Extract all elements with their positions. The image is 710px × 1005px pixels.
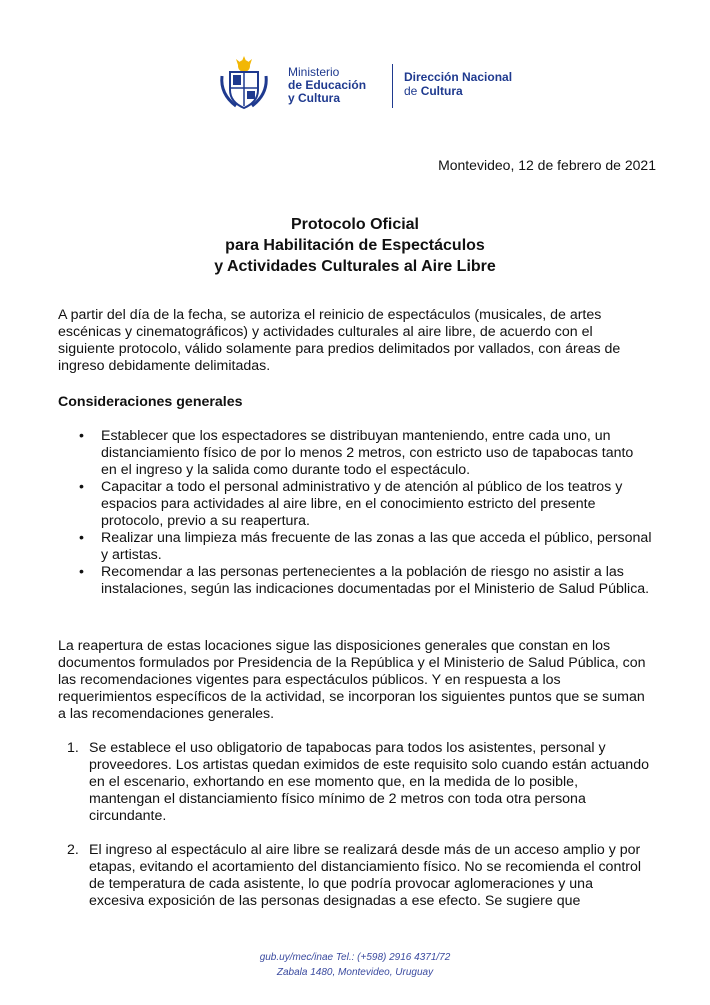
document-date: Montevideo, 12 de febrero de 2021 bbox=[438, 157, 656, 173]
dnc-line-2-prefix: de bbox=[404, 84, 421, 98]
dnc-line-1: Dirección Nacional bbox=[404, 70, 513, 84]
page-footer bbox=[0, 950, 710, 980]
title-line-2: para Habilitación de Espectáculos bbox=[225, 237, 485, 254]
reopening-paragraph: La reapertura de estas locaciones sigue las disposiciones generales que constan en los documentos formulados por Presidencia de la República y el Ministerio de Salud Pública, con las recomendaciones vigentes para espectáculos públicos. Y en respuesta a los requerimientos específicos de la actividad, se incorporan los siguientes puntos que se suman a las recomendaciones generales. bbox=[58, 638, 646, 722]
intro-paragraph: A partir del día de la fecha, se autoriza el reinicio de espectáculos (musicales, de artes escénicas y cinematográficos) y actividades culturales al aire libre, de acuerdo con el siguiente protocolo, válido solamente para predios delimitados por vallados, con áreas de ingreso debidamente delimitadas. bbox=[58, 307, 621, 374]
section-title: Consideraciones generales bbox=[58, 394, 243, 410]
item-number: 1. bbox=[67, 740, 79, 756]
ministry-line-1: Ministerio bbox=[288, 65, 340, 79]
numbered-point-2 bbox=[58, 842, 652, 910]
letterhead bbox=[216, 52, 536, 116]
uruguay-coat-of-arms-icon bbox=[216, 56, 272, 112]
list-item: • Recomendar a las personas pertenecientes a la población de riesgo no asistir a las instalaciones, según las indicaciones documentadas por el Ministerio de Salud Pública. bbox=[58, 564, 652, 598]
document-title bbox=[0, 214, 710, 277]
title-line-3: y Actividades Culturales al Aire Libre bbox=[214, 258, 496, 275]
item-text: Se establece el uso obligatorio de tapabocas para todos los asistentes, personal y proveedores. Los artistas quedan eximidos de este requisito solo cuando están actuando en el escenario, exhortando en ese momento que, en la medida de lo posible, mantengan el distanciamiento físico mínimo de 2 metros con toda otra persona circundante. bbox=[89, 740, 649, 824]
item-number: 2. bbox=[67, 842, 79, 858]
header-divider bbox=[392, 64, 393, 108]
ministry-line-3: y Cultura bbox=[288, 91, 341, 105]
list-item bbox=[58, 740, 652, 825]
title-line-1: Protocolo Oficial bbox=[290, 216, 419, 233]
list-item: • Realizar una limpieza más frecuente de las zonas a las que acceda el público, personal y artistas. bbox=[58, 530, 652, 564]
direction-name bbox=[404, 70, 512, 98]
list-item: • Capacitar a todo el personal administrativo y de atención al público de los teatros y espacios para actividades al aire libre, en el conocimiento estricto del presente protocolo, previo a su reapertura. bbox=[58, 479, 652, 530]
ministry-line-2: de Educación bbox=[288, 78, 367, 92]
item-text: El ingreso al espectáculo al aire libre se realizará desde más de un acceso amplio y por etapas, evitando el acortamiento del distanciamiento físico. No se recomienda el control de temperatura de cada asistente, lo que podría provocar aglomeraciones y una excesiva exposición de las personas designadas a ese efecto. Se sugiere que bbox=[89, 842, 642, 909]
ministry-name bbox=[288, 66, 366, 105]
footer-contact: gub.uy/mec/inae Tel.: (+598) 2916 4371/72 bbox=[259, 952, 451, 963]
general-considerations-list bbox=[58, 428, 652, 598]
list-item bbox=[58, 842, 652, 910]
footer-address: Zabala 1480, Montevideo, Uruguay bbox=[276, 967, 434, 978]
numbered-point-1 bbox=[58, 740, 652, 825]
dnc-line-2-bold: Cultura bbox=[420, 84, 463, 98]
list-item: • Establecer que los espectadores se distribuyan manteniendo, entre cada uno, un distanciamiento físico de por lo menos 2 metros, con estricto uso de tapabocas tanto en el ingreso y la salida como durante todo el espectáculo. bbox=[58, 428, 652, 479]
